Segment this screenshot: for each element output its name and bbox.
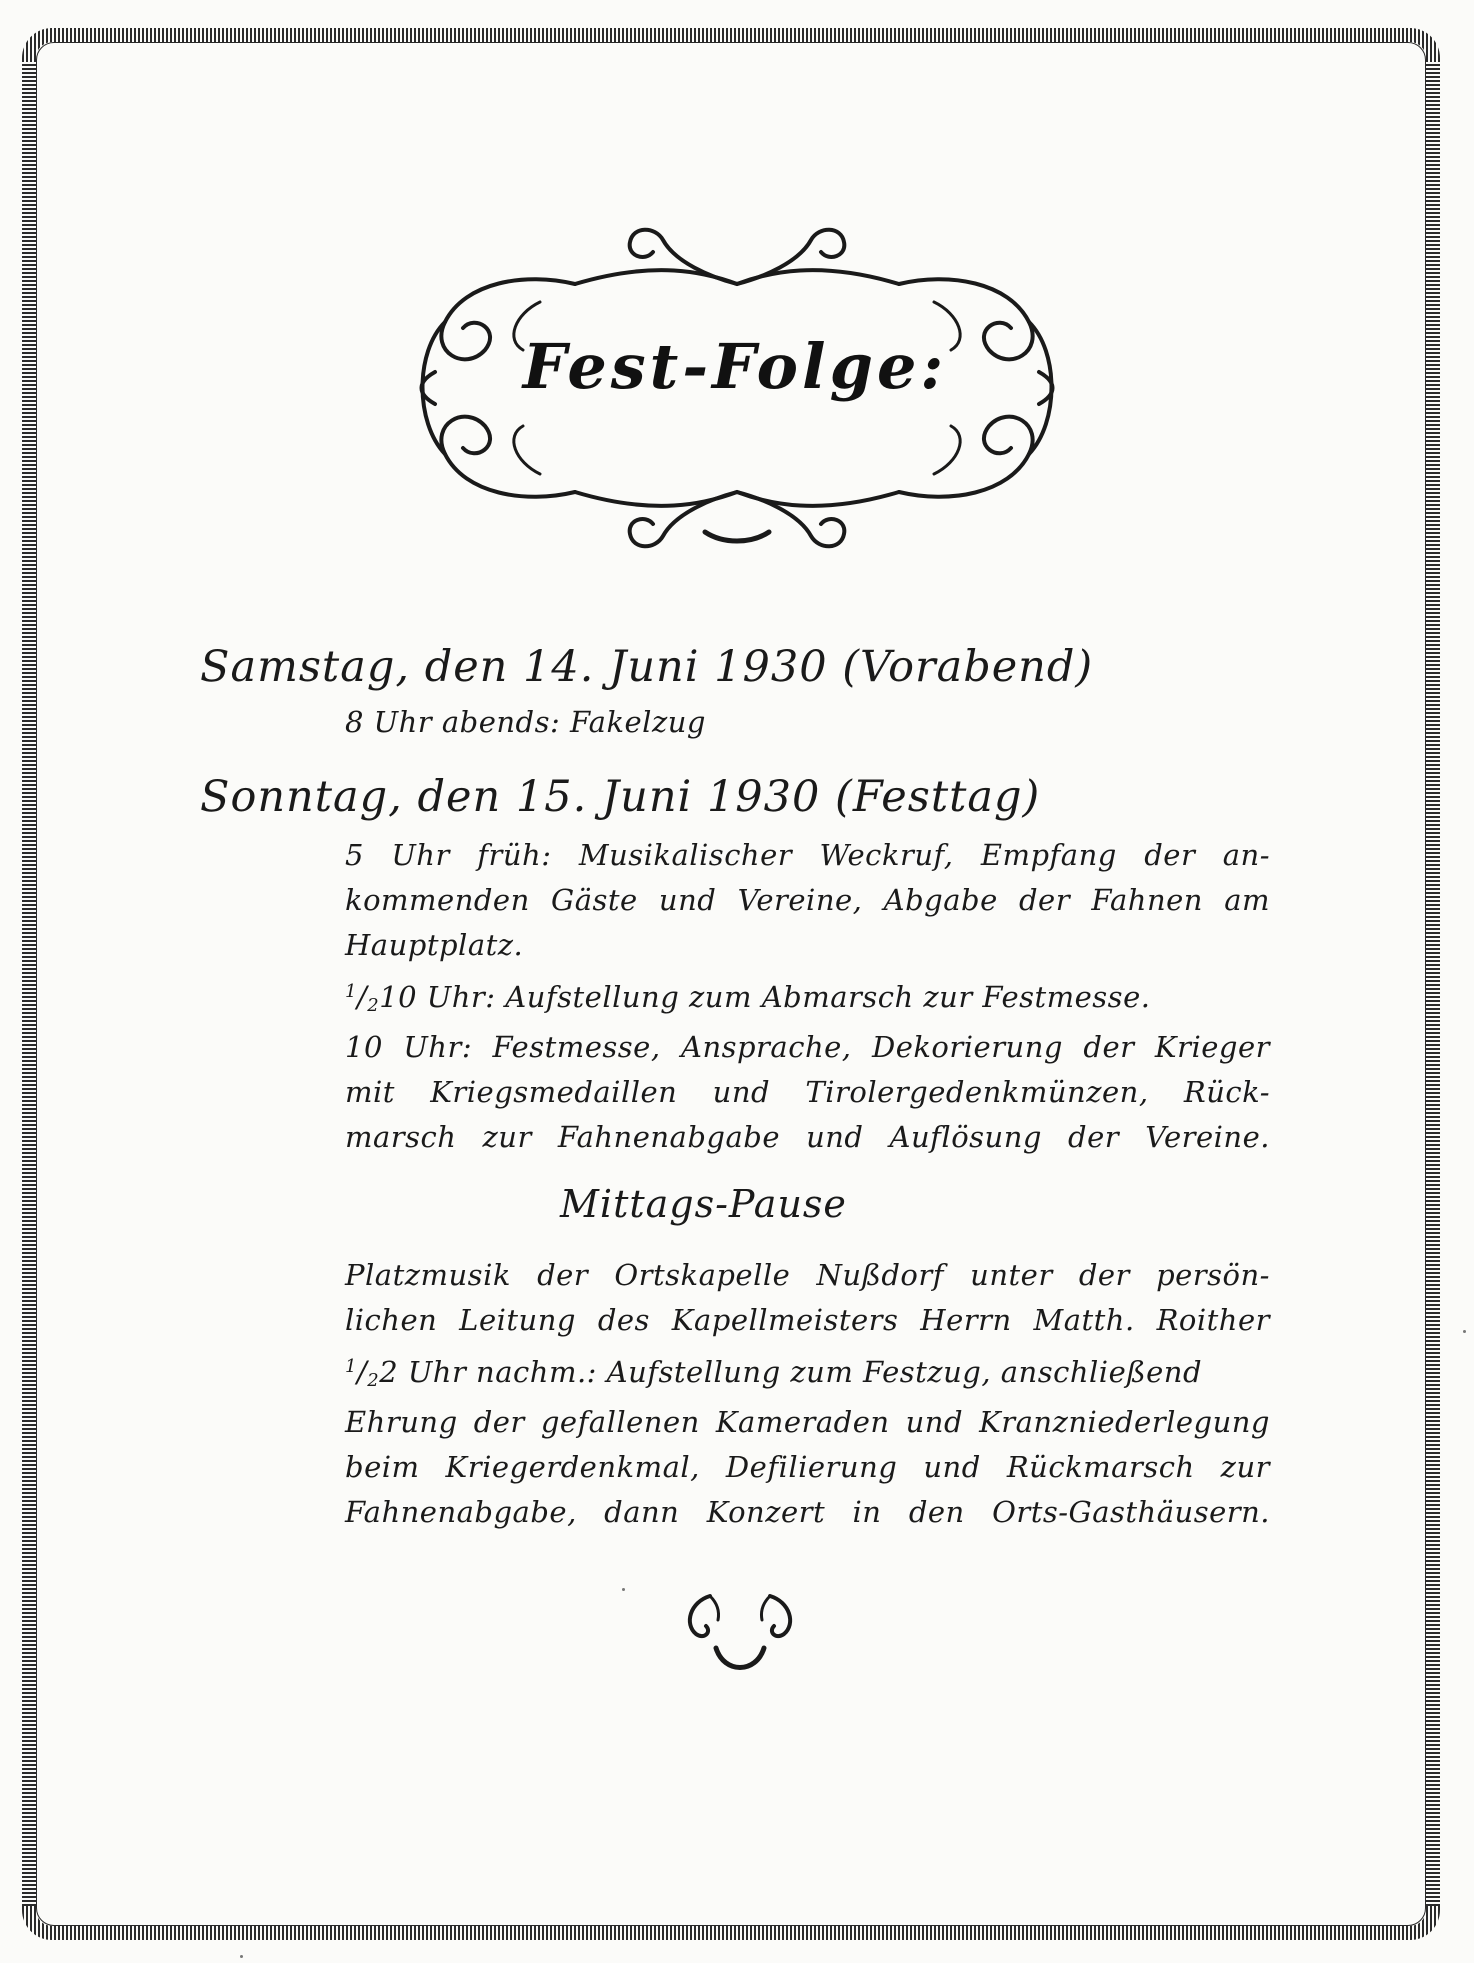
page-border-right [1426,62,1440,1906]
program-line: Platzmusik der Ortskapelle Nußdorf unter der persön- [345,1258,1270,1292]
fraction-numerator: 1 [345,1356,357,1377]
closing-ornament [680,1590,800,1682]
saturday-heading: Samstag, den 14. Juni 1930 (Vorabend) [200,642,1094,692]
fraction-slash: / [356,980,368,1014]
paper-speck [622,1588,625,1591]
page-border-left [22,62,36,1906]
program-line: 5 Uhr früh: Musikalischer Weckruf, Empfang der an- [345,838,1270,872]
program-line-text: 2 Uhr nachm.: Aufstellung zum Festzug, anschließend [379,1355,1203,1389]
program-line: kommenden Gäste und Vereine, Abgabe der Fahnen am [345,883,1270,917]
program-line: 10 Uhr: Festmesse, Ansprache, Dekorierung der Krieger [345,1030,1270,1064]
page-title: Fest-Folge: [522,330,948,403]
program-line: lichen Leitung des Kapellmeisters Herrn Matth. Roither [345,1303,1270,1337]
program-line: Fahnenabgabe, dann Konzert in den Orts-Gasthäusern. [345,1495,1270,1529]
program-line: Hauptplatz. [345,928,524,962]
program-line-text: 10 Uhr: Aufstellung zum Abmarsch zur Festmesse. [379,980,1151,1014]
program-line: beim Kriegerdenkmal, Defilierung und Rückmarsch zur [345,1450,1270,1484]
sunday-heading: Sonntag, den 15. Juni 1930 (Festtag) [200,772,1041,822]
saturday-item: 8 Uhr abends: Fakelzug [345,705,706,739]
fraction-denominator: 2 [367,995,380,1016]
paper-speck [240,1955,243,1958]
program-line: Ehrung der gefallenen Kameraden und Kranzniederlegung [345,1405,1270,1439]
fraction-denominator: 2 [367,1370,380,1391]
program-line-half-two [345,1355,1270,1391]
break-heading: Mittags-Pause [560,1182,847,1226]
program-line: marsch zur Fahnenabgabe und Auflösung der Vereine. [345,1120,1270,1154]
paper-speck [1463,1330,1466,1333]
program-line-half-ten [345,980,1270,1016]
fraction-slash: / [356,1355,368,1389]
program-line: mit Kriegsmedaillen und Tirolergedenkmünzen, Rück- [345,1075,1270,1109]
fraction-numerator: 1 [345,981,357,1002]
